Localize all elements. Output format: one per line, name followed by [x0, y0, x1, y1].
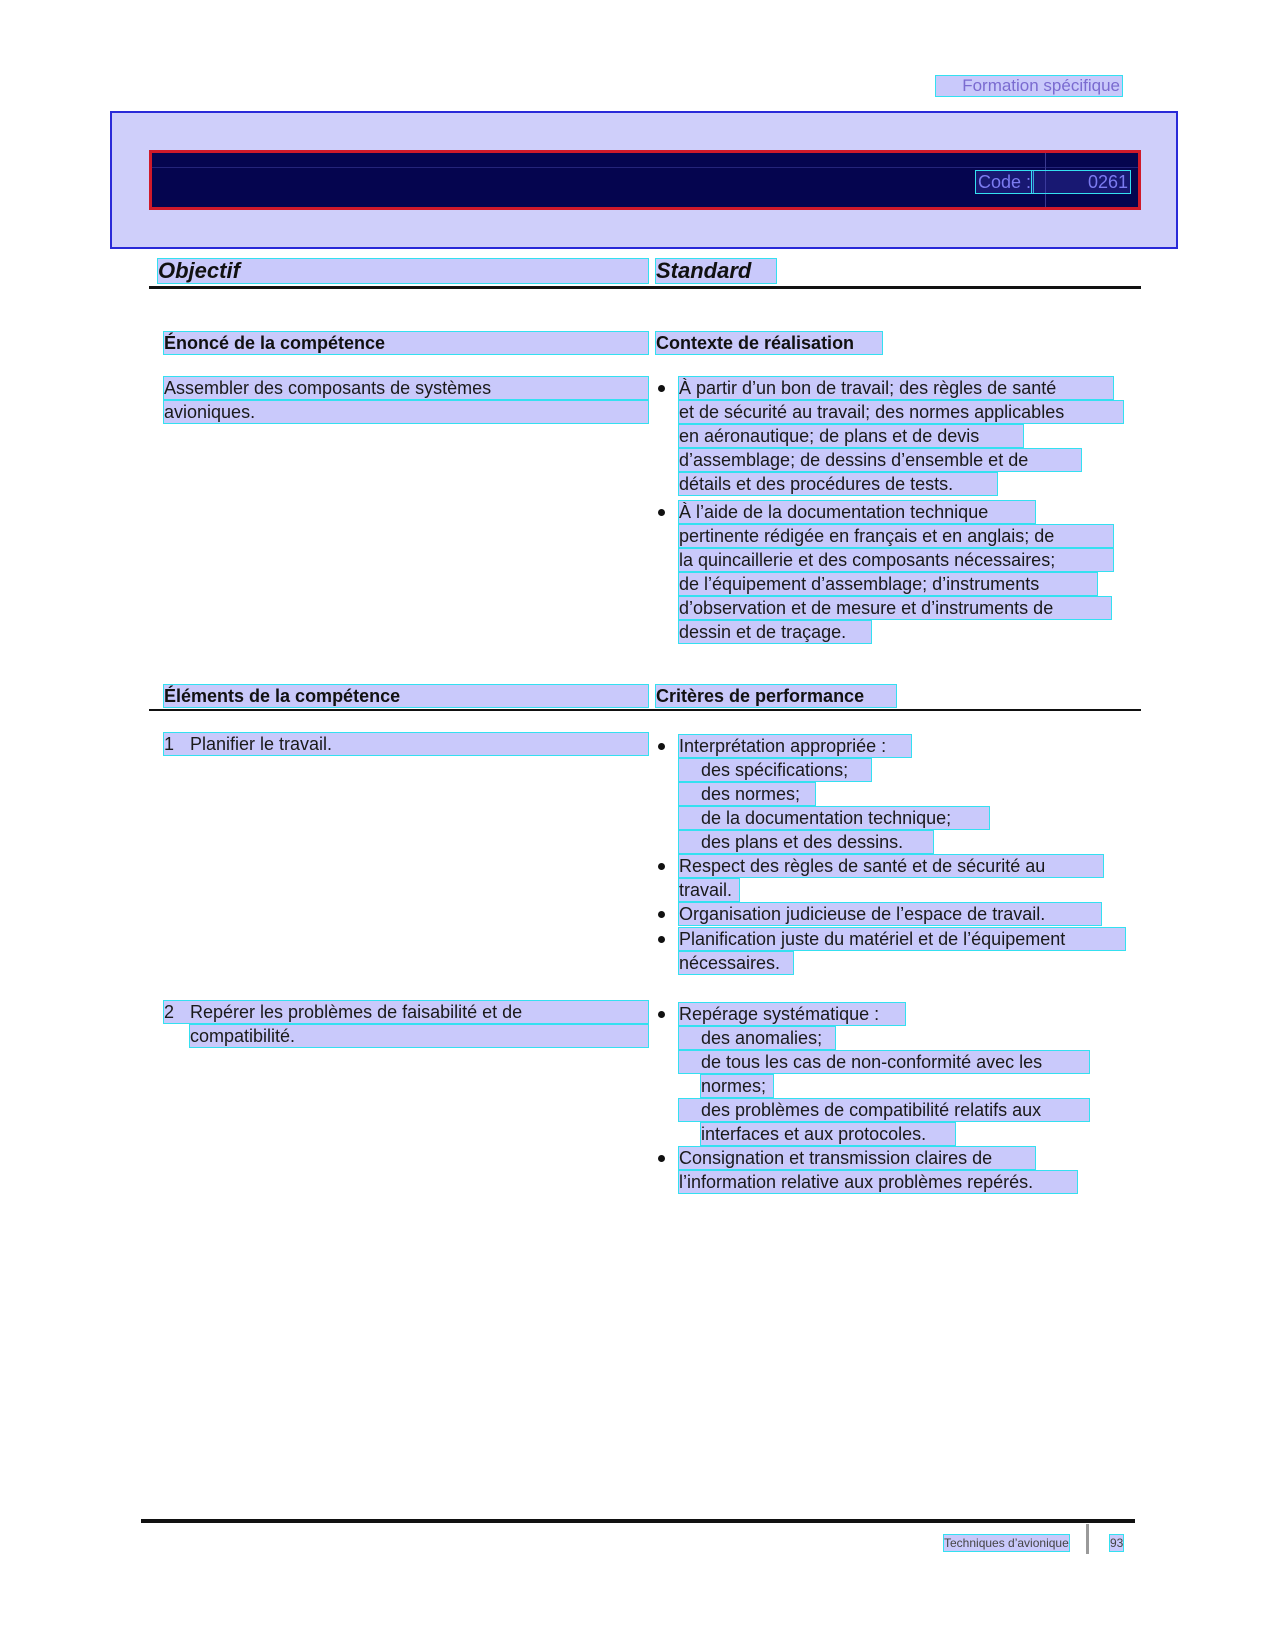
context-1-line-3: en aéronautique; de plans et de devis — [679, 425, 1023, 447]
footer-title: Techniques d’avionique — [944, 1536, 1069, 1550]
bullet-icon — [658, 936, 665, 943]
statement-line-2: avioniques. — [164, 401, 648, 423]
context-1-line-2: et de sécurité au travail; des normes applicables — [679, 401, 1123, 423]
title-rule — [149, 286, 1141, 289]
bullet-icon — [658, 1155, 665, 1162]
bullet-icon — [658, 1011, 665, 1018]
criteria-1-2-line-2: travail. — [679, 879, 739, 901]
element-2-text-2: compatibilité. — [190, 1025, 648, 1047]
criteria-rule — [149, 709, 1141, 711]
criteria-2-1-sub-1: des anomalies; — [679, 1027, 835, 1049]
criteria-2-1-sub-3-line-2: interfaces et aux protocoles. — [701, 1123, 955, 1145]
criteria-1-2-line-1: Respect des règles de santé et de sécurité au — [679, 855, 1103, 877]
element-2-text-1: Repérer les problèmes de faisabilité et de — [190, 1002, 523, 1022]
criteria-2-2-line-2: l’information relative aux problèmes repérés. — [679, 1171, 1077, 1193]
context-2-line-4: de l’équipement d’assemblage; d’instruments — [679, 573, 1097, 595]
program-label: Formation spécifique — [936, 76, 1122, 96]
criteria-1-3: Organisation judicieuse de l’espace de travail. — [679, 903, 1101, 925]
code-value: 0261 — [1032, 171, 1130, 193]
element-1-number: 1 — [164, 734, 175, 754]
criteria-heading: Critères de performance — [656, 685, 896, 707]
objective-title: Objectif — [158, 259, 648, 283]
context-2-line-6: dessin et de traçage. — [679, 621, 871, 643]
statement-line-1: Assembler des composants de systèmes — [164, 377, 648, 399]
criteria-1-1-sub-3: de la documentation technique; — [679, 807, 989, 829]
criteria-1-4-line-2: nécessaires. — [679, 952, 793, 974]
bullet-icon — [658, 743, 665, 750]
context-1-line-4: d’assemblage; de dessins d’ensemble et de — [679, 449, 1081, 471]
context-1-line-1: À partir d’un bon de travail; des règles de santé — [679, 377, 1113, 399]
bullet-icon — [658, 385, 665, 392]
code-label: Code : — [978, 172, 1032, 192]
element-2-number: 2 — [164, 1002, 175, 1022]
elements-heading: Éléments de la compétence — [164, 685, 648, 707]
context-2-line-2: pertinente rédigée en français et en anglais; de — [679, 525, 1113, 547]
element-1 — [164, 733, 648, 755]
criteria-1-1-sub-4: des plans et des dessins. — [679, 831, 933, 853]
criteria-1-1-sub-2: des normes; — [679, 783, 815, 805]
context-2-line-3: la quincaillerie et des composants nécessaires; — [679, 549, 1113, 571]
code-bar-rule — [152, 167, 1138, 168]
footer-rule — [141, 1519, 1135, 1523]
bullet-icon — [658, 863, 665, 870]
standard-title: Standard — [656, 259, 776, 283]
element-1-text: Planifier le travail. — [190, 734, 333, 754]
page-number: 93 — [1110, 1536, 1124, 1550]
criteria-2-1-sub-3-line-1: des problèmes de compatibilité relatifs aux — [679, 1099, 1089, 1121]
bullet-icon — [658, 509, 665, 516]
context-heading: Contexte de réalisation — [656, 332, 882, 354]
context-2-line-1: À l’aide de la documentation technique — [679, 501, 1035, 523]
criteria-1-4-line-1: Planification juste du matériel et de l’équipement — [679, 928, 1125, 950]
context-2-line-5: d’observation et de mesure et d’instruments de — [679, 597, 1111, 619]
element-2 — [164, 1001, 648, 1023]
criteria-2-1: Repérage systématique : — [679, 1003, 905, 1025]
criteria-1-1: Interprétation appropriée : — [679, 735, 911, 757]
criteria-1-1-sub-1: des spécifications; — [679, 759, 871, 781]
criteria-2-1-sub-2-line-1: de tous les cas de non-conformité avec les — [679, 1051, 1089, 1073]
criteria-2-2-line-1: Consignation et transmission claires de — [679, 1147, 1035, 1169]
footer-separator — [1086, 1524, 1089, 1554]
statement-heading: Énoncé de la compétence — [164, 332, 648, 354]
criteria-2-1-sub-2-line-2: normes; — [701, 1075, 773, 1097]
bullet-icon — [658, 911, 665, 918]
context-1-line-5: détails et des procédures de tests. — [679, 473, 997, 495]
